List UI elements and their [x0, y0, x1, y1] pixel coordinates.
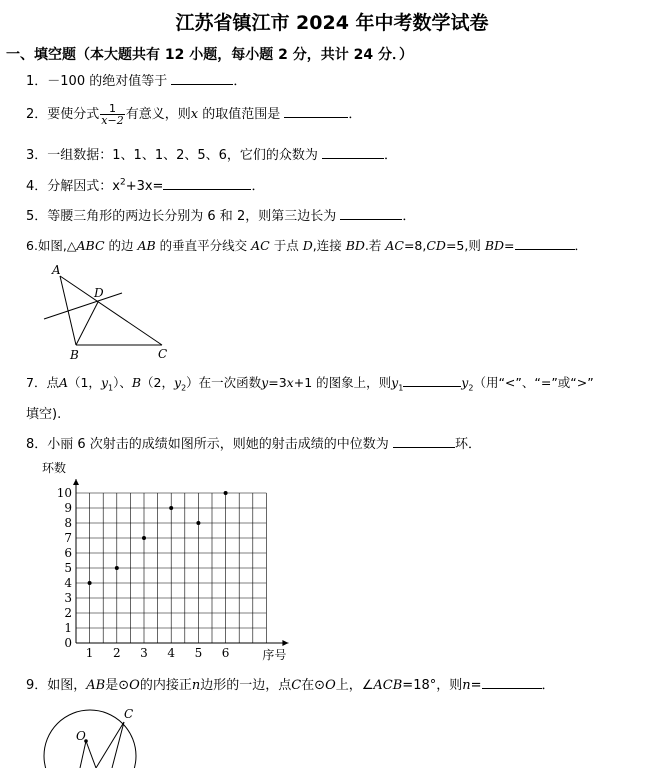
question-text: 环． [454, 437, 481, 452]
question-text: = [504, 238, 515, 253]
superscript: 2 [119, 177, 126, 188]
question-text: 边形的一边，点 [200, 678, 292, 693]
answer-blank[interactable] [393, 435, 455, 448]
answer-blank[interactable] [482, 676, 542, 689]
question-5 [26, 205, 415, 224]
math-symbol: ABC [76, 238, 105, 253]
segment-bd [76, 302, 98, 345]
x-axis-arrow [282, 640, 288, 646]
perpendicular-bisector [44, 293, 122, 319]
y-tick-label: 7 [64, 531, 72, 545]
question-2 [26, 103, 361, 126]
math-symbol: n [462, 678, 471, 693]
math-symbol: AC [251, 238, 270, 253]
answer-blank[interactable] [163, 177, 251, 190]
data-point [196, 521, 200, 525]
section-heading: 一、填空题（本大题共有 12 小题，每小题 2 分，共计 24 分．） [6, 47, 413, 63]
y-tick-label: 9 [64, 501, 72, 515]
variable: x [190, 107, 199, 122]
y-tick-label: 6 [64, 546, 72, 560]
segment-ob [80, 741, 86, 768]
question-text: 7．点 [26, 375, 59, 390]
math-symbol: A [58, 375, 68, 390]
math-symbol: x [286, 375, 294, 390]
question-text: 4．分解因式：x [26, 179, 120, 194]
question-text: 5．等腰三角形的两边长分别为 6 和 2，则第三边长为 [26, 209, 337, 224]
answer-blank[interactable] [340, 207, 402, 220]
question-1 [26, 70, 246, 89]
scatter-chart [40, 458, 287, 664]
subscript: 2 [468, 383, 474, 393]
question-7 [26, 373, 594, 393]
math-symbol: D [302, 238, 313, 253]
y-tick-label: 4 [64, 576, 72, 590]
y-tick-label: 1 [64, 621, 72, 635]
question-text: = [470, 678, 482, 693]
math-symbol: y [100, 375, 108, 390]
y-tick-label: 5 [64, 561, 72, 575]
question-text: ,连接 [312, 238, 346, 253]
y-tick-label: 10 [56, 486, 72, 500]
math-symbol: CD [426, 238, 446, 253]
question-text: 3．一组数据：1、1、1、2、5、6，它们的众数为 [26, 148, 318, 163]
period: ． [541, 678, 555, 693]
label-b: B [70, 348, 79, 362]
x-axis-label: 序号 [262, 648, 287, 662]
question-7-line2: 填空). [26, 407, 62, 422]
label-c: C [158, 347, 168, 361]
y-tick-label: 2 [64, 606, 72, 620]
period: ． [402, 209, 416, 224]
question-3 [26, 144, 397, 163]
question-text: （1， [67, 375, 101, 390]
math-symbol: ACB [373, 678, 403, 693]
subscript: 1 [108, 383, 114, 393]
question-text: （用“<”、“=”或“>” [473, 375, 594, 390]
math-symbol: C [291, 678, 302, 693]
segment-ac [60, 276, 162, 345]
y-tick-label: 8 [64, 516, 72, 530]
subscript: 1 [398, 383, 404, 393]
answer-blank[interactable] [284, 105, 348, 118]
label-a: A [52, 263, 61, 277]
question-text: 2．要使分式 [26, 107, 100, 122]
question-text: 上，∠ [335, 678, 374, 693]
data-point [169, 506, 173, 510]
math-symbol: O [325, 678, 336, 693]
circle-figure [40, 700, 170, 768]
period: ． [384, 148, 398, 163]
label-d: D [94, 286, 104, 300]
math-symbol: B [131, 375, 142, 390]
x-tick-label: 5 [194, 646, 203, 660]
period: ． [348, 107, 362, 122]
subscript: 2 [181, 383, 187, 393]
question-text: 9．如图， [26, 678, 87, 693]
answer-blank[interactable] [171, 72, 233, 85]
segment-oa [86, 741, 96, 768]
fraction-numerator: 1 [100, 103, 124, 115]
segment-cb [112, 722, 124, 768]
question-text: 的垂直平分线交 [155, 238, 252, 253]
question-text: （2， [141, 375, 174, 390]
question-text: =5,则 [445, 238, 485, 253]
math-symbol: y [461, 375, 469, 390]
question-text: 1．－100 的绝对值等于 [26, 74, 168, 89]
fraction [100, 103, 124, 126]
math-symbol: BD [345, 238, 365, 253]
math-symbol: O [129, 678, 140, 693]
triangle-figure [40, 262, 180, 362]
y-axis-arrow [73, 479, 79, 485]
math-symbol: y [174, 375, 182, 390]
question-text: +1 的图象上，则 [293, 375, 392, 390]
question-4 [26, 175, 264, 194]
y-tick-label: 3 [64, 591, 72, 605]
x-tick-label: 4 [167, 646, 176, 660]
question-8 [26, 433, 481, 452]
math-symbol: AB [86, 678, 106, 693]
math-symbol: AC [385, 238, 404, 253]
question-text: =18°，则 [402, 678, 463, 693]
x-tick-label: 1 [85, 646, 94, 660]
period: ． [233, 74, 247, 89]
question-text: 于点 [269, 238, 303, 253]
data-point [115, 566, 119, 570]
circle-o [44, 710, 136, 768]
x-tick-label: 3 [140, 646, 148, 660]
y-axis-label: 环数 [42, 461, 67, 475]
question-text: ）在一次函数 [186, 375, 262, 390]
question-text: 的取值范围是 [202, 107, 281, 122]
question-text: 的边 [104, 238, 138, 253]
data-point [224, 491, 228, 495]
question-text: 有意义，则 [125, 107, 191, 122]
question-text: =8, [403, 238, 427, 253]
math-symbol: y [391, 375, 399, 390]
answer-blank[interactable] [403, 374, 461, 387]
question-text: 的内接正 [139, 678, 192, 693]
segment-ca [96, 722, 124, 768]
period: ． [574, 238, 588, 253]
math-symbol: BD [484, 238, 505, 253]
label-c: C [124, 707, 134, 721]
answer-blank[interactable] [515, 237, 575, 250]
math-symbol: n [191, 678, 201, 693]
question-text: +3x= [125, 179, 164, 194]
x-tick-label: 2 [112, 646, 121, 660]
question-text: 是⊙ [105, 678, 130, 693]
question-text: 在⊙ [301, 678, 326, 693]
question-text: .若 [364, 238, 386, 253]
question-text: =3 [268, 375, 287, 390]
answer-blank[interactable] [322, 146, 384, 159]
period: ． [251, 179, 265, 194]
question-9 [26, 674, 555, 693]
page-title: 江苏省镇江市 2024 年中考数学试卷 [175, 12, 489, 34]
data-point [88, 581, 92, 585]
math-symbol: y [261, 375, 269, 390]
label-o: O [76, 729, 86, 743]
y-tick-label: 0 [64, 636, 72, 650]
fraction-denominator: x−2 [101, 114, 124, 127]
question-text: 6.如图,△ [26, 238, 77, 253]
math-symbol: AB [137, 238, 156, 253]
data-point [142, 536, 146, 540]
x-tick-label: 6 [221, 646, 230, 660]
question-6 [26, 236, 587, 254]
question-text: 8．小丽 6 次射击的成绩如图所示，则她的射击成绩的中位数为 [26, 437, 389, 452]
question-text: ）、 [113, 375, 132, 390]
